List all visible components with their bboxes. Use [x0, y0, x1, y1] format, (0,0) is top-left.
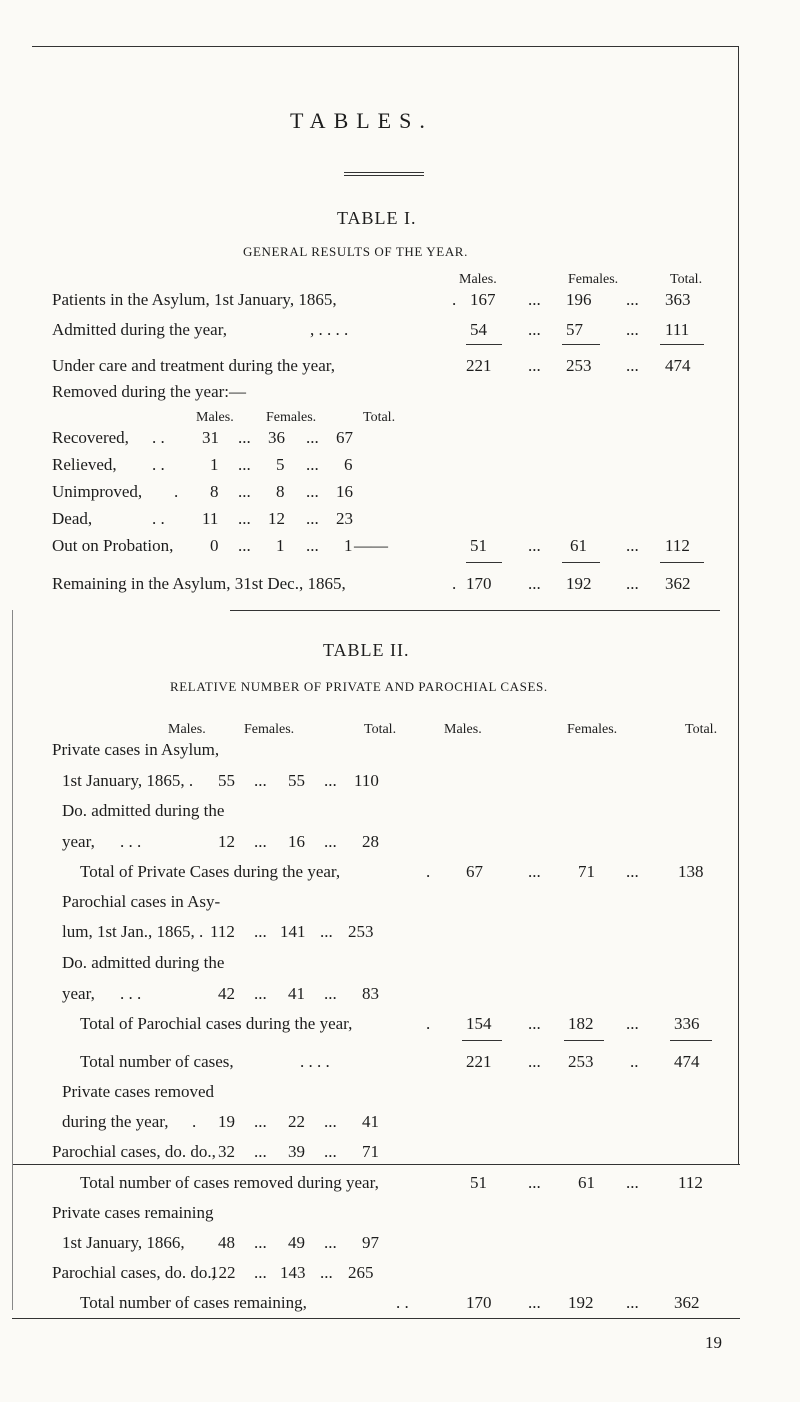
row-label-line2: 1st January, 1865, . [62, 771, 194, 790]
row-dots: . . [396, 1293, 409, 1312]
females-value: 196 [566, 290, 592, 309]
row-label: Parochial cases, do. do., [52, 1263, 216, 1282]
females-value: 36 [268, 428, 285, 447]
table2-left-header-total: Total. [364, 722, 397, 737]
total-value: 110 [354, 771, 379, 790]
row-label: Dead, [52, 509, 93, 528]
sum-rule [564, 1040, 604, 1041]
row-label-line1: Private cases removed [62, 1082, 214, 1101]
row-label: Out on Probation, [52, 536, 174, 555]
row-dots: . . [152, 509, 165, 528]
removed-total-females: 61 [570, 536, 587, 555]
row-label: Admitted during the year, [52, 320, 227, 339]
removed-total-total: 112 [665, 536, 690, 555]
total-value: 474 [674, 1052, 700, 1071]
females-value: 49 [288, 1233, 305, 1252]
total-value: 41 [362, 1112, 379, 1131]
document-page: TABLES. TABLE I. GENERAL RESULTS OF THE YEAR. Males. Females. Total. Patients in the Asylum, 1st January, 1865, . 167 ... 196 ... 363 Admitted during the year, , . . . . 54 ... 57 ... 111 Under care and treatment during the year, 221 ... 253 ... 474 Removed during the year:— Males. Females. Total. Recovered, . . 31 ... 36 ... 67 Relieved, . . 1 ... 5 ... 6 Unimproved, . 8 ... 8 ... 16 Dead, . . 11 ... 12 ... 23 Out on Probation, 0 ... 1 ... 1 —— 51 ... 61 ... 112 Remaining in the Asylum, 31st Dec., 1865, . 170 ... 192 ... 362 TABLE II. RELATIVE NUMBER OF PRIVATE AND PAROCHIAL CASES. Males. Females. Total. Males. Females. Total. Private cases in Asylum, 1st January, 1865, . 55 ... 55 ... 110 Do. admitted during the year, . . . 12 ... 16 ... 28 Total of Private Cases during the year, . 67 ... 71 ... 138 Parochial cases in Asy- lum, 1st Jan., 1865, . 112 ... 141 ... 253 Do. admitted during the year, . . . 42 ... 41 ... 83 Total of Parochial cases during the year, . 154 ... 182 ... 336 Total number of cases, . . . . 221 ... 253 .. 474 Private cases removed during the year, . 19 ... 22 ... 41 Parochial cases, do. do., 32 ... 39 ... 71 Total number of cases removed during year, 51 ... 61 ... 112 Private cases remaining 1st January, 1866, 48 ... 49 ... 97 Parochial cases, do. do., 122 ... 143 ... 265 Total number of cases remaining, . . 170 ... 192 ... 362 19 [0, 0, 800, 1402]
sum-rule [466, 562, 502, 563]
removed-label: Removed during the year:— [52, 382, 247, 401]
row-label: Parochial cases, do. do., [52, 1142, 216, 1161]
total-value: 23 [336, 509, 353, 528]
males-value: 42 [218, 984, 235, 1003]
table2-left-header-females: Females. [244, 722, 295, 737]
females-value: 39 [288, 1142, 305, 1161]
total-value: 336 [674, 1014, 700, 1033]
row-label-line1: Private cases remaining [52, 1203, 214, 1222]
females-value: 57 [566, 320, 583, 339]
row-dots: . . [152, 428, 165, 447]
row-dots: . [174, 482, 179, 501]
row-label: Relieved, [52, 455, 117, 474]
total-value: 67 [336, 428, 353, 447]
row-label: Total of Private Cases during the year, [80, 862, 341, 881]
total-value: 28 [362, 832, 379, 851]
total-value: 362 [674, 1293, 700, 1312]
row-label: Unimproved, [52, 482, 143, 501]
table2-title: TABLE II. [323, 640, 410, 660]
males-value: 54 [470, 320, 487, 339]
males-value: 67 [466, 862, 483, 881]
row-label-line2: year, [62, 832, 95, 851]
males-value: 55 [218, 771, 235, 790]
row-dots: , . . . . [310, 320, 349, 339]
males-value: 221 [466, 1052, 492, 1071]
males-value: 170 [466, 1293, 492, 1312]
sum-rule [562, 344, 600, 345]
females-value: 8 [276, 482, 285, 501]
row-dots: . [192, 1112, 197, 1131]
females-value: 253 [568, 1052, 594, 1071]
row-label-line1: Do. admitted during the [62, 801, 225, 820]
bottom-rule [12, 1318, 740, 1319]
females-value: 22 [288, 1112, 305, 1131]
table1-header-males: Males. [459, 272, 497, 287]
females-value: 182 [568, 1014, 594, 1033]
females-value: 141 [280, 922, 306, 941]
males-value: 19 [218, 1112, 235, 1131]
females-value: 1 [276, 536, 285, 555]
males-value: 154 [466, 1014, 492, 1033]
table2-right-header-females: Females. [567, 722, 618, 737]
row-label: Total number of cases, [80, 1052, 234, 1071]
table2-left-header-males: Males. [168, 722, 206, 737]
total-value: 71 [362, 1142, 379, 1161]
females-value: 192 [568, 1293, 594, 1312]
page-frame-left [12, 610, 13, 1310]
total-value: 16 [336, 482, 353, 501]
males-value: 51 [470, 1173, 487, 1192]
total-value: 253 [348, 922, 374, 941]
females-value: 143 [280, 1263, 306, 1282]
row-dots: . . [152, 455, 165, 474]
table1-header-females: Females. [568, 272, 619, 287]
row-label-line1: Do. admitted during the [62, 953, 225, 972]
males-value: 167 [470, 290, 496, 309]
males-value: 32 [218, 1142, 235, 1161]
row-label-line1: Parochial cases in Asy- [62, 892, 221, 911]
total-value: 1 [344, 536, 353, 555]
males-value: 112 [210, 922, 235, 941]
total-value: 474 [665, 356, 691, 375]
removed-header-total: Total. [363, 410, 396, 425]
females-value: 16 [288, 832, 305, 851]
males-value: 48 [218, 1233, 235, 1252]
females-value: 55 [288, 771, 305, 790]
total-value: 138 [678, 862, 704, 881]
females-value: 5 [276, 455, 285, 474]
removed-header-males: Males. [196, 410, 234, 425]
table1-header-total: Total. [670, 272, 703, 287]
row-label: Total of Parochial cases during the year, [80, 1014, 353, 1033]
males-value: 221 [466, 356, 492, 375]
total-value: 83 [362, 984, 379, 1003]
sum-rule [660, 562, 704, 563]
females-value: 253 [566, 356, 592, 375]
row-label-line2: lum, 1st Jan., 1865, . [62, 922, 204, 941]
females-value: 12 [268, 509, 285, 528]
row-label: Under care and treatment during the year, [52, 356, 335, 375]
total-value: 362 [665, 574, 691, 593]
heading-rule [344, 172, 424, 173]
total-value: 111 [665, 320, 690, 339]
males-value: 31 [202, 428, 219, 447]
row-label-line2: 1st January, 1866, [62, 1233, 185, 1252]
heading-rule-2 [344, 175, 424, 176]
total-value: 363 [665, 290, 691, 309]
sum-rule [466, 344, 502, 345]
males-value: 0 [210, 536, 219, 555]
removed-total-males: 51 [470, 536, 487, 555]
table1-subtitle: GENERAL RESULTS OF THE YEAR. [243, 244, 468, 259]
page-frame-bottom [12, 1164, 740, 1165]
males-value: 11 [202, 509, 219, 528]
row-label: Total number of cases remaining, [80, 1293, 307, 1312]
page-frame-top [32, 46, 738, 47]
row-label-line2: during the year, [62, 1112, 169, 1131]
males-value: 1 [210, 455, 219, 474]
females-value: 61 [578, 1173, 595, 1192]
sum-rule [660, 344, 704, 345]
table2-right-header-males: Males. [444, 722, 482, 737]
removed-header-females: Females. [266, 410, 317, 425]
row-label: Recovered, [52, 428, 129, 447]
page-number: 19 [705, 1333, 722, 1352]
table2-right-header-total: Total. [685, 722, 718, 737]
males-value: 8 [210, 482, 219, 501]
section-divider [230, 610, 720, 611]
total-value: 97 [362, 1233, 379, 1252]
females-value: 192 [566, 574, 592, 593]
row-dots: . . . [120, 832, 142, 851]
sum-rule [670, 1040, 712, 1041]
males-value: 12 [218, 832, 235, 851]
page-heading: TABLES. [290, 108, 433, 133]
females-value: 71 [578, 862, 595, 881]
row-label: Patients in the Asylum, 1st January, 1865, [52, 290, 337, 309]
males-value: 122 [210, 1263, 236, 1282]
table2-subtitle: RELATIVE NUMBER OF PRIVATE AND PAROCHIAL CASES. [170, 679, 548, 694]
row-dots: . . . . [300, 1052, 330, 1071]
males-value: 170 [466, 574, 492, 593]
row-dots: . . . [120, 984, 142, 1003]
row-dots: . [452, 290, 457, 309]
row-dots: . [452, 574, 457, 593]
row-label: Remaining in the Asylum, 31st Dec., 1865, [52, 574, 346, 593]
sum-rule [462, 1040, 502, 1041]
sum-rule [562, 562, 600, 563]
row-dots: . [426, 1014, 431, 1033]
page-frame-right [738, 46, 739, 1164]
table1-title: TABLE I. [337, 208, 417, 228]
total-value: 112 [678, 1173, 703, 1192]
total-value: 265 [348, 1263, 374, 1282]
row-label-line1: Private cases in Asylum, [52, 740, 220, 759]
row-dots: . [426, 862, 431, 881]
females-value: 41 [288, 984, 305, 1003]
row-label-line2: year, [62, 984, 95, 1003]
total-value: 6 [344, 455, 353, 474]
row-label: Total number of cases removed during year, [80, 1173, 379, 1192]
